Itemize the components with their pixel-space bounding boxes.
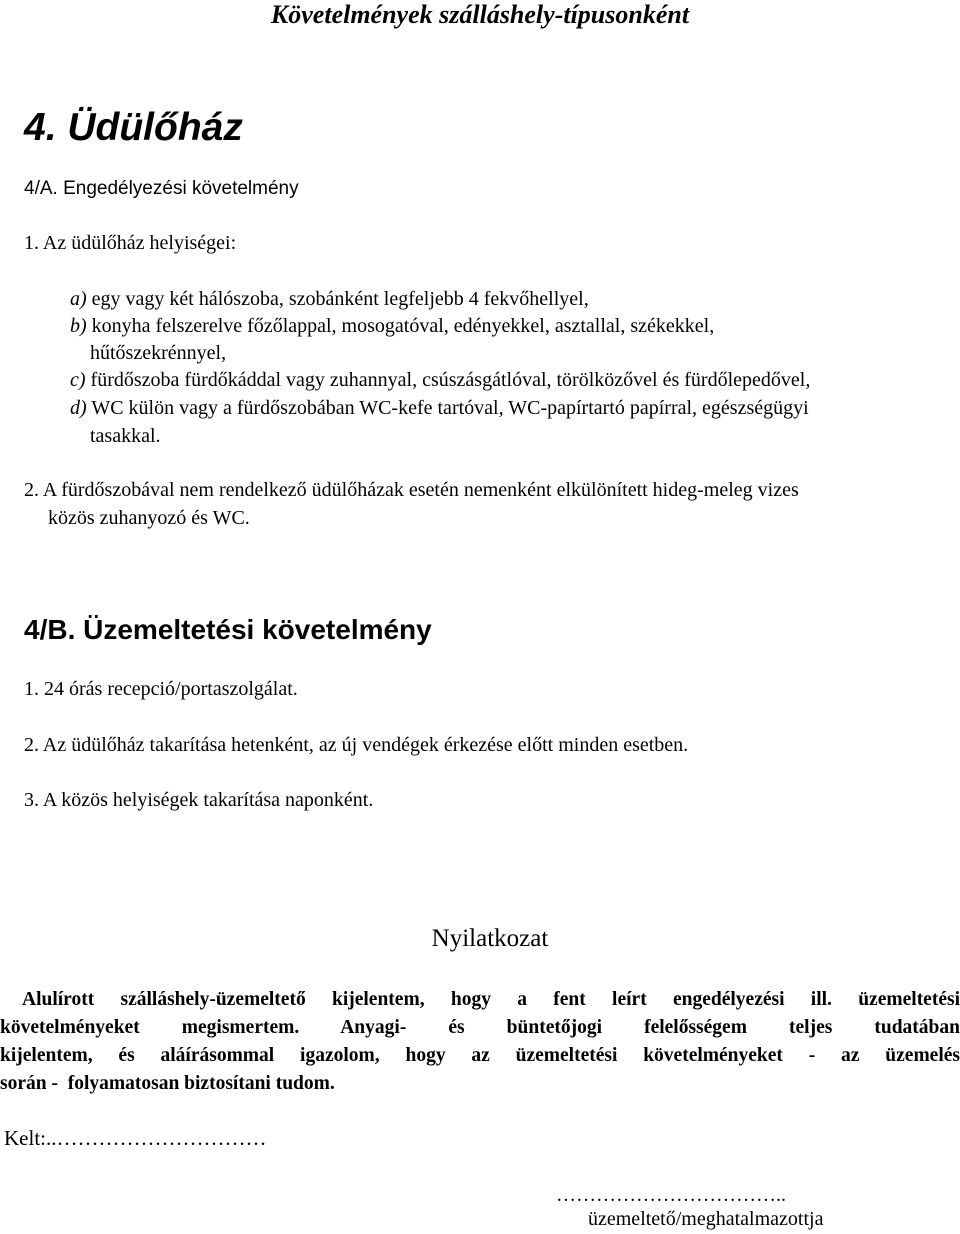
list-item-b xyxy=(70,313,714,340)
signature-label: üzemeltető/meghatalmazottja xyxy=(588,1208,824,1230)
list-marker: c) xyxy=(70,369,86,391)
page-header: Követelmények szálláshely-típusonként xyxy=(270,0,690,29)
signature-line: …………………………….. xyxy=(556,1184,786,1206)
declaration-line-3 xyxy=(0,1042,960,1070)
declaration-title: Nyilatkozat xyxy=(431,925,549,952)
declaration-text: követelményeket megismertem. Anyagi- és büntetőjogi felelősségem teljes tudatában xyxy=(0,1017,960,1038)
list-item-text: fürdőszoba fürdőkáddal vagy zuhannyal, csúszásgátlóval, törölközővel és fürdőlepedővel, xyxy=(90,369,811,391)
subsection-a-title: 4/A. Engedélyezési követelmény xyxy=(24,178,299,199)
operational-item-2: 2. Az üdülőház takarítása hetenként, az új vendégek érkezése előtt minden esetben. xyxy=(24,734,689,756)
list-marker: b) xyxy=(70,315,87,337)
declaration-text: Alulírott szálláshely-üzemeltető kijelentem, hogy a fent leírt engedélyezési ill. üzemeltetési xyxy=(22,989,960,1010)
declaration-text: során - folyamatosan biztosítani tudom. xyxy=(0,1073,335,1094)
list-item-text: konyha felszerelve főzőlappal, mosogatóval, edényekkel, asztallal, székekkel, xyxy=(91,315,715,337)
list-marker: a) xyxy=(70,288,87,310)
declaration-line-4 xyxy=(0,1070,960,1098)
subsection-b-title: 4/B. Üzemeltetési követelmény xyxy=(24,614,432,645)
declaration-text: kijelentem, és aláírásommal igazolom, hogy az üzemeltetési követelményeket - az üzemelés xyxy=(0,1045,960,1066)
declaration-line-2 xyxy=(0,1014,960,1042)
item2-line1: 2. A fürdőszobával nem rendelkező üdülőházak esetén nemenként elkülönített hideg-meleg vizes xyxy=(24,479,799,501)
section-title: 4. Üdülőház xyxy=(24,106,243,149)
list-item-b-continuation: hűtőszekrénnyel, xyxy=(90,342,227,364)
operational-item-3: 3. A közös helyiségek takarítása naponként. xyxy=(24,789,374,811)
place-date-field: Kelt:..………………………… xyxy=(4,1126,267,1150)
list-marker: d) xyxy=(70,397,87,419)
item1-intro: 1. Az üdülőház helyiségei: xyxy=(24,232,237,254)
list-item-text: egy vagy két hálószoba, szobánként legfeljebb 4 fekvőhellyel, xyxy=(91,288,589,310)
item2-line2: közös zuhanyozó és WC. xyxy=(48,507,250,529)
list-item-a xyxy=(70,286,589,313)
list-item-c xyxy=(70,367,810,394)
list-item-text: WC külön vagy a fürdőszobában WC-kefe tartóval, WC-papírtartó papírral, egészségügyi xyxy=(91,397,809,419)
operational-item-1: 1. 24 órás recepció/portaszolgálat. xyxy=(24,678,298,700)
list-item-d xyxy=(70,395,809,422)
list-item-d-continuation: tasakkal. xyxy=(90,425,161,447)
declaration-line-1 xyxy=(0,986,960,1014)
